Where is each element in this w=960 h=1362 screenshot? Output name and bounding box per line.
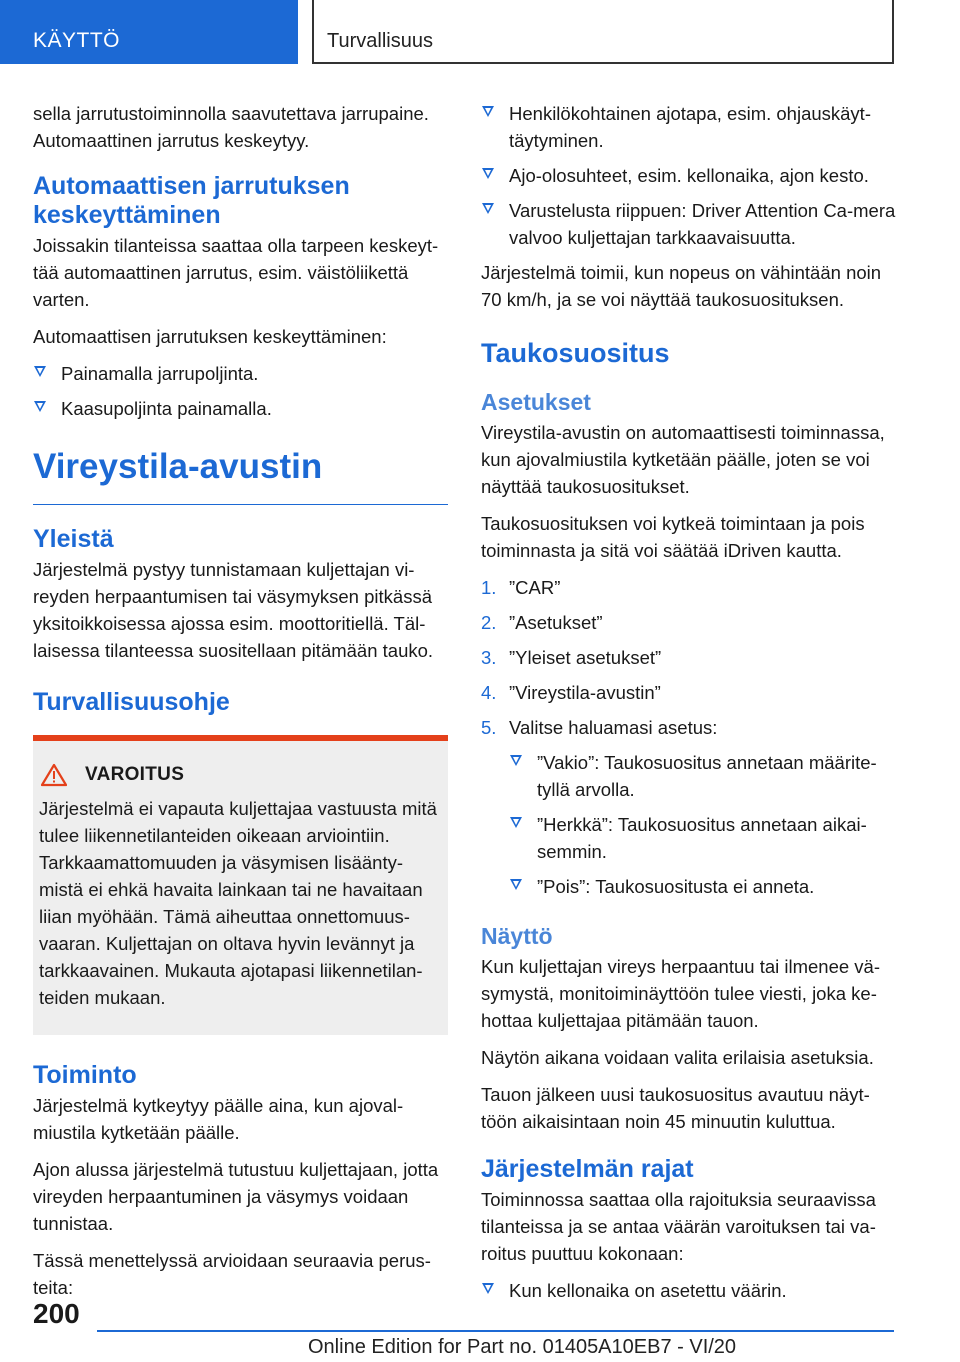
list-item: ”Herkkä”: Taukosuositus annetaan aikai-semmin. bbox=[509, 811, 896, 865]
section-tab bbox=[0, 0, 298, 64]
heading-settings: Asetukset bbox=[481, 389, 591, 415]
list-item: Ajo-olosuhteet, esim. kellonaika, ajon kesto. bbox=[481, 162, 896, 189]
bullet-triangle-icon bbox=[34, 366, 46, 377]
settings-paragraph-2: Taukosuosituksen voi kytkeä toimintaan ja pois toiminnasta ja sitä voi säätää iDriven kautta. bbox=[481, 513, 865, 561]
bullet-triangle-icon bbox=[510, 817, 522, 828]
list-item: ”Pois”: Taukosuositusta ei anneta. bbox=[509, 873, 896, 900]
general-paragraph: Järjestelmä pystyy tunnistamaan kuljettajan vi-reyden herpaantumisen tai väsymyksen pitkässä yksitoikkoisessa ajossa esim. moottoritiellä. Täl-laisessa tilanteessa suositellaan pitämään tauko. bbox=[33, 559, 434, 661]
right-column bbox=[481, 100, 896, 1312]
warning-triangle-icon bbox=[41, 763, 67, 787]
bullet-triangle-icon bbox=[510, 755, 522, 766]
warning-header bbox=[39, 763, 442, 787]
heading-function: Toiminto bbox=[33, 1061, 137, 1089]
heading-general: Yleistä bbox=[33, 525, 114, 553]
bullet-triangle-icon bbox=[34, 401, 46, 412]
list-item: Kaasupoljinta painamalla. bbox=[33, 395, 448, 422]
heading-display: Näyttö bbox=[481, 923, 553, 949]
list-item: Kun kellonaika on asetettu väärin. bbox=[481, 1277, 896, 1304]
edition-text: Online Edition for Part no. 01405A10EB7 - VI/20 bbox=[308, 1336, 737, 1358]
active-paragraph: Järjestelmä toimii, kun nopeus on vähintään noin 70 km/h, ja se voi näyttää taukosuosituksen. bbox=[481, 262, 882, 310]
bullet-triangle-icon bbox=[482, 1283, 494, 1294]
bullet-triangle-icon bbox=[482, 203, 494, 214]
list-item: ”Vakio”: Taukosuositus annetaan määrite-tyllä arvolla. bbox=[509, 749, 896, 803]
bullet-triangle-icon bbox=[482, 106, 494, 117]
step-item: 4. ”Vireystila-avustin” bbox=[481, 682, 661, 703]
heading-break: Taukosuositus bbox=[481, 338, 670, 368]
heading-cancel: Automaattisen jarrutuksen keskeyttäminen bbox=[33, 172, 350, 229]
step-item: 5. Valitse haluamasi asetus: bbox=[481, 717, 718, 738]
list-item: Varustelusta riippuen: Driver Attention Ca-mera valvoo kuljettajan tarkkaavaisuutta. bbox=[481, 197, 896, 251]
left-column bbox=[33, 100, 448, 1311]
warning-title: VAROITUS bbox=[85, 764, 185, 785]
heading-safety: Turvallisuusohje bbox=[33, 688, 230, 716]
cancel-paragraph-1: Joissakin tilanteissa saattaa olla tarpeen keskeyt-tää automaattinen jarrutus, esim. väistöliikettä varten. bbox=[33, 235, 439, 310]
warning-text: Järjestelmä ei vapauta kuljettajaa vastuusta mitä tulee liikennetilanteiden oikeaan arviointiin. Tarkkaamattomuuden ja väsymisen lisäänty-mistä ei ehkä havaita lainkaan tai ne havaitaan liian myöhään. Tämä aiheuttaa onnettomuus-vaaran. Kuljettajan on oltava hyvin levännyt ja tarkkaavainen. Mukauta ajotapasi liikennetilan-teiden mukaan. bbox=[39, 798, 437, 1008]
limits-paragraph: Toiminnossa saattaa olla rajoituksia seuraavissa tilanteissa ja se antaa väärän varoituksen tai va-roitus puuttuu kokonaan: bbox=[481, 1189, 876, 1264]
list-item: Painamalla jarrupoljinta. bbox=[33, 360, 448, 387]
step-item: 1. ”CAR” bbox=[481, 577, 561, 598]
function-paragraph-2: Ajon alussa järjestelmä tutustuu kuljettajaan, jotta vireyden herpaantuminen ja väsymys voidaan tunnistaa. bbox=[33, 1159, 439, 1234]
function-paragraph-1: Järjestelmä kytkeytyy päälle aina, kun ajoval-miustila kytketään päälle. bbox=[33, 1095, 404, 1143]
settings-paragraph-1: Vireystila-avustin on automaattisesti toiminnassa, kun ajovalmiustila kytketään päälle, joten se voi näyttää taukosuositukset. bbox=[481, 422, 885, 497]
bullet-triangle-icon bbox=[510, 879, 522, 890]
footer-divider bbox=[97, 1330, 894, 1332]
chapter-tab bbox=[312, 0, 894, 64]
intro-paragraph: sella jarrutustoiminnolla saavutettava jarrupaine. Automaattinen jarrutus keskeytyy. bbox=[33, 103, 429, 151]
step-item: 2. ”Asetukset” bbox=[481, 612, 603, 633]
chapter-label: Turvallisuus bbox=[327, 30, 433, 52]
heading-limits: Järjestelmän rajat bbox=[481, 1155, 694, 1183]
main-heading: Vireystila-avustin bbox=[33, 444, 448, 505]
cancel-paragraph-2: Automaattisen jarrutuksen keskeyttäminen: bbox=[33, 326, 387, 347]
section-label: KÄYTTÖ bbox=[33, 29, 121, 52]
function-paragraph-3: Tässä menettelyssä arvioidaan seuraavia perus-teita: bbox=[33, 1250, 431, 1298]
page-number: 200 bbox=[33, 1298, 80, 1329]
list-item: Henkilökohtainen ajotapa, esim. ohjauskäyt-täytyminen. bbox=[481, 100, 896, 154]
display-paragraph-2: Näytön aikana voidaan valita erilaisia asetuksia. bbox=[481, 1047, 874, 1068]
display-paragraph-1: Kun kuljettajan vireys herpaantuu tai ilmenee vä-symystä, monitoiminäyttöön tulee viesti, joka ke-hottaa kuljettajaa pitämään tauon. bbox=[481, 956, 881, 1031]
option-list bbox=[509, 749, 896, 900]
bullet-triangle-icon bbox=[482, 168, 494, 179]
display-paragraph-3: Tauon jälkeen uusi taukosuositus avautuu näyt-töön aikaisintaan noin 45 minuutin kuluttua. bbox=[481, 1084, 870, 1132]
step-item: 3. ”Yleiset asetukset” bbox=[481, 647, 662, 668]
warning-box bbox=[33, 735, 448, 1035]
